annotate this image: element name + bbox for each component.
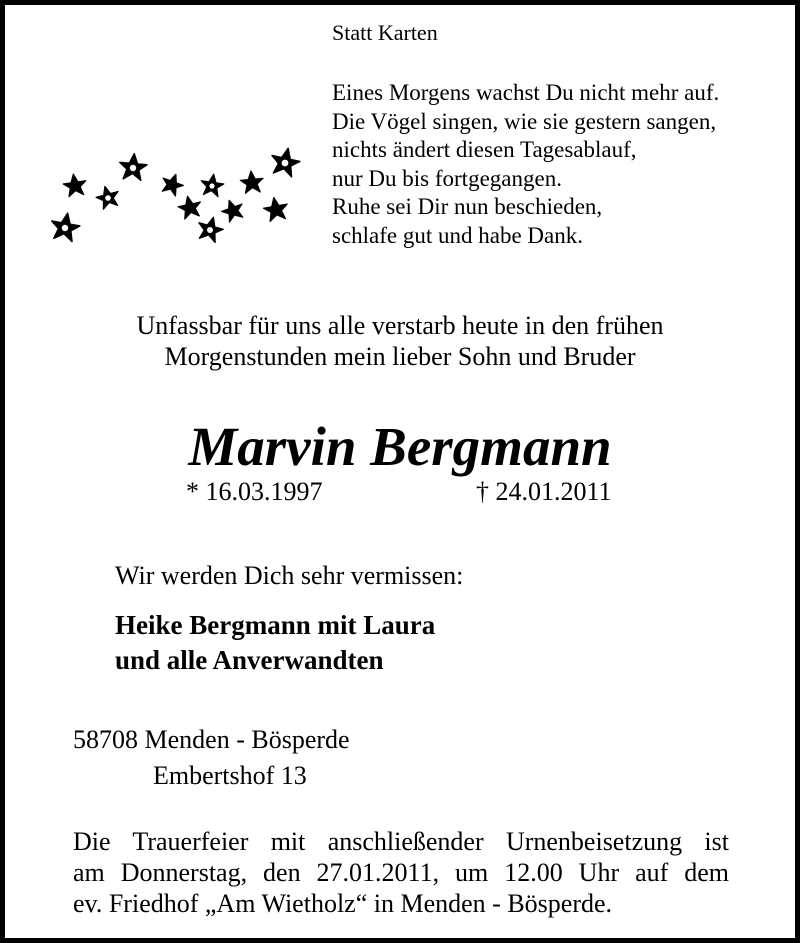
address-street: Embertshof 13 (153, 761, 307, 790)
service-line: am Donnerstag, den 27.01.2011, um 12.00 Uhr auf dem (73, 858, 729, 887)
mourners (115, 608, 435, 678)
address-city: 58708 Menden - Bösperde (73, 725, 350, 754)
birth-date: * 16.03.1997 (186, 477, 323, 506)
death-date: † 24.01.2011 (476, 477, 612, 506)
funeral-service-info (73, 826, 729, 919)
poem-line: Ruhe sei Dir nun beschieden, (332, 194, 603, 219)
poem (332, 79, 719, 250)
mourning-statement: Wir werden Dich sehr vermissen: (115, 561, 464, 590)
announcement-line: Unfassbar für uns alle verstarb heute in den frühen (136, 311, 664, 340)
service-line: ev. Friedhof „Am Wietholz“ in Menden - Bösperde. (73, 889, 613, 918)
statt-karten-note: Statt Karten (332, 20, 438, 45)
mourner-line: und alle Anverwandten (115, 645, 384, 675)
poem-line: nichts ändert diesen Tagesablauf, (332, 137, 637, 162)
poem-line: schlafe gut und habe Dank. (332, 222, 584, 248)
mourner-line: Heike Bergmann mit Laura (115, 610, 436, 640)
deceased-name: Marvin Bergmann (188, 416, 612, 477)
poem-line: Eines Morgens wachst Du nicht mehr auf. (332, 80, 720, 105)
poem-line: nur Du bis fortgegangen. (332, 165, 562, 191)
death-announcement (0, 310, 800, 372)
stars-icon (40, 138, 310, 250)
announcement-line: Morgenstunden mein lieber Sohn und Bruder (164, 342, 636, 371)
poem-line: Die Vögel singen, wie sie gestern sangen, (332, 108, 717, 134)
service-line: Die Trauerfeier mit anschließender Urnenbeisetzung ist (73, 827, 729, 856)
